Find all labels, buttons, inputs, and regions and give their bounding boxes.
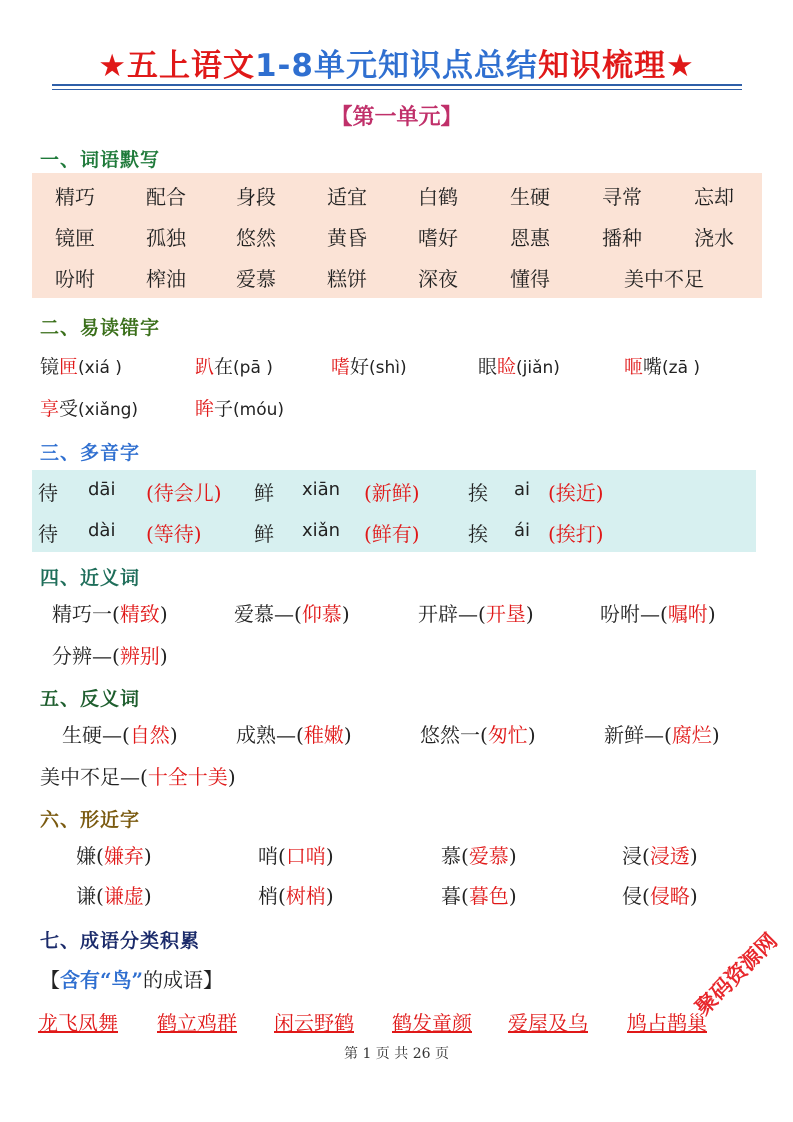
antonym-item-answer: 十全十美: [147, 765, 228, 789]
synonym-item-answer: 辨别: [119, 644, 160, 668]
polyphone-word: (待会儿): [146, 481, 222, 505]
title-part-1: ★五上语文: [98, 48, 255, 84]
antonym-item-answer: 自然: [129, 723, 170, 747]
similar-char-item: 侵(侵略): [622, 884, 698, 908]
polyphone-word: (挨打): [548, 522, 604, 546]
similar-char-item: 哨(口哨): [258, 844, 334, 868]
misread-pinyin: (pā ): [233, 358, 273, 378]
idiom-item: 鹤立鸡群: [157, 1011, 237, 1035]
antonym-item-answer: 稚嫩: [303, 723, 344, 747]
polyphone-char: 挨: [468, 481, 488, 505]
sub-open: 【: [40, 968, 60, 992]
misread-item: [40, 394, 138, 421]
section1-word: 浇水: [694, 226, 734, 250]
antonym-item-word: 成熟—: [236, 723, 296, 747]
misread-char: 眸: [195, 398, 215, 420]
synonym-item: 开辟—(开垦): [418, 602, 534, 626]
section5-heading: 五、反义词: [40, 688, 141, 710]
section1-word: 忘却: [694, 185, 734, 209]
antonym-item: 美中不足—(十全十美): [40, 765, 236, 789]
section1-word: 美中不足: [624, 267, 704, 291]
section1-word: 孤独: [146, 226, 186, 250]
similar-char-word: 谦虚: [103, 884, 144, 908]
section1-word: 寻常: [602, 185, 642, 209]
synonym-item-word: 爱慕—: [234, 602, 294, 626]
section1-word: 配合: [146, 185, 186, 209]
synonym-item: 精巧一(精致): [52, 602, 168, 626]
section1-word: 懂得: [510, 267, 550, 291]
misread-char-after: 好: [350, 356, 370, 378]
section1-word: 身段: [236, 185, 276, 209]
section1-word: 播种: [602, 226, 642, 250]
misread-char-after: 受: [59, 398, 79, 420]
misread-pinyin: (móu): [233, 400, 285, 420]
similar-char-word: 嫌弃: [103, 844, 144, 868]
similar-char: 侵: [622, 884, 642, 908]
similar-char: 梢: [258, 884, 278, 908]
section1-word: 爱慕: [236, 267, 276, 291]
section7-heading: 七、成语分类积累: [40, 930, 201, 952]
section1-word: 精巧: [55, 185, 95, 209]
antonym-item-word: 悠然一: [420, 723, 480, 747]
synonym-item-word: 精巧一: [52, 602, 112, 626]
polyphone-pinyin: xiǎn: [302, 520, 341, 541]
similar-char: 慕: [441, 844, 461, 868]
misread-char: 嗜: [331, 356, 351, 378]
sub-close: 的成语】: [143, 968, 224, 992]
section1-heading: 一、词语默写: [40, 149, 161, 171]
polyphone-word: (挨近): [548, 481, 604, 505]
similar-char-item: 浸(浸透): [622, 844, 698, 868]
similar-char: 哨: [258, 844, 278, 868]
misread-char-before: 眼: [478, 356, 498, 378]
section1-word: 嗜好: [418, 226, 458, 250]
similar-char-item: 嫌(嫌弃): [76, 844, 152, 868]
misread-item: [195, 352, 273, 379]
antonym-item: 新鲜—(腐烂): [604, 723, 720, 747]
antonym-item-word: 生硬—: [62, 723, 122, 747]
misread-pinyin: (xiǎng): [78, 400, 139, 420]
polyphone-char: 待: [38, 522, 58, 546]
synonym-item-word: 分辨—: [52, 644, 112, 668]
section1-word: 榨油: [146, 267, 186, 291]
synonym-item-word: 开辟—: [418, 602, 478, 626]
section1-word: 恩惠: [510, 226, 550, 250]
section1-word: 适宜: [327, 185, 367, 209]
synonym-item-answer: 精致: [119, 602, 160, 626]
misread-char: 匣: [59, 356, 79, 378]
page-footer: 第 1 页 共 26 页: [344, 1046, 449, 1062]
section1-word: 白鹤: [418, 185, 458, 209]
section1-word: 镜匣: [55, 226, 95, 250]
similar-char-word: 侵略: [649, 884, 690, 908]
polyphone-char: 挨: [468, 522, 488, 546]
similar-char-word: 树梢: [285, 884, 326, 908]
polyphone-char: 鲜: [254, 481, 274, 505]
misread-char: 享: [40, 398, 60, 420]
antonym-item: 悠然一(匆忙): [420, 723, 536, 747]
antonym-item: 成熟—(稚嫩): [236, 723, 352, 747]
section1-word: 悠然: [236, 226, 276, 250]
polyphone-word: (新鲜): [364, 481, 420, 505]
unit-heading: 【第一单元】: [330, 105, 463, 130]
synonym-item-answer: 嘱咐: [667, 602, 708, 626]
misread-pinyin: (xiá ): [78, 358, 122, 378]
synonym-item-word: 吩咐—: [600, 602, 660, 626]
idiom-item: 闲云野鹤: [274, 1011, 354, 1035]
misread-char: 睑: [497, 356, 517, 378]
section1-word: 吩咐: [55, 267, 95, 291]
misread-pinyin: (zā ): [662, 358, 701, 378]
title-part-3: 知识梳理★: [538, 48, 695, 84]
similar-char-item: 谦(谦虚): [76, 884, 152, 908]
misread-pinyin: (jiǎn): [516, 358, 560, 378]
polyphone-char: 待: [38, 481, 58, 505]
similar-char-word: 暮色: [468, 884, 509, 908]
misread-char-after: 嘴: [643, 356, 663, 378]
misread-char: 咂: [624, 356, 644, 378]
similar-char-item: 暮(暮色): [441, 884, 517, 908]
section1-word: 糕饼: [327, 267, 367, 291]
sub-keyword: 含有“鸟”: [60, 968, 144, 992]
misread-char-before: 镜: [40, 356, 60, 378]
section1-word: 黄昏: [327, 226, 367, 250]
polyphone-char: 鲜: [254, 522, 274, 546]
polyphone-pinyin: ai: [514, 479, 531, 500]
polyphone-pinyin: dài: [88, 520, 116, 541]
misread-char: 趴: [195, 356, 215, 378]
section1-word: 生硬: [510, 185, 550, 209]
misread-item: [40, 352, 122, 379]
synonym-item-answer: 开垦: [485, 602, 526, 626]
polyphone-word: (鲜有): [364, 522, 420, 546]
misread-char-after: 在: [214, 356, 234, 378]
section4-heading: 四、近义词: [40, 567, 141, 589]
title-part-2: 1-8单元知识点总结: [254, 48, 538, 84]
polyphone-pinyin: dāi: [88, 479, 116, 500]
similar-char: 浸: [622, 844, 642, 868]
section2-heading: 二、易读错字: [40, 317, 161, 339]
page-title: [0, 40, 793, 85]
synonym-item: 吩咐—(嘱咐): [600, 602, 716, 626]
idiom-item: 鸠占鹊巢: [627, 1011, 707, 1035]
section3-heading: 三、多音字: [40, 442, 141, 464]
watermark-stamp: 聚码资源网: [690, 928, 783, 1020]
similar-char-word: 浸透: [649, 844, 690, 868]
similar-char-item: 慕(爱慕): [441, 844, 517, 868]
antonym-item-answer: 腐烂: [671, 723, 712, 747]
antonym-item-word: 美中不足—: [40, 765, 140, 789]
similar-char-word: 口哨: [285, 844, 326, 868]
similar-char: 谦: [76, 884, 96, 908]
section7-subheading: [40, 964, 223, 993]
misread-char-after: 子: [214, 398, 234, 420]
idiom-item: 龙飞凤舞: [38, 1011, 118, 1035]
section1-word: 深夜: [418, 267, 458, 291]
misread-item: [195, 394, 284, 421]
title-rule-thin: [52, 89, 742, 90]
polyphone-pinyin: ái: [514, 520, 531, 541]
misread-item: [478, 352, 560, 379]
antonym-item-word: 新鲜—: [604, 723, 664, 747]
misread-item: [331, 352, 407, 379]
similar-char: 嫌: [76, 844, 96, 868]
synonym-item: 分辨—(辨别): [52, 644, 168, 668]
synonym-item-answer: 仰慕: [301, 602, 342, 626]
similar-char: 暮: [441, 884, 461, 908]
similar-char-item: 梢(树梢): [258, 884, 334, 908]
idiom-item: 爱屋及乌: [508, 1011, 588, 1035]
synonym-item: 爱慕—(仰慕): [234, 602, 350, 626]
misread-item: [624, 352, 700, 379]
similar-char-word: 爱慕: [468, 844, 509, 868]
polyphone-pinyin: xiān: [302, 479, 341, 500]
title-rule-thick: [52, 84, 742, 86]
misread-pinyin: (shì): [369, 358, 407, 378]
polyphone-word: (等待): [146, 522, 202, 546]
antonym-item-answer: 匆忙: [487, 723, 528, 747]
idiom-item: 鹤发童颜: [392, 1011, 472, 1035]
section6-heading: 六、形近字: [40, 809, 141, 831]
antonym-item: 生硬—(自然): [62, 723, 178, 747]
